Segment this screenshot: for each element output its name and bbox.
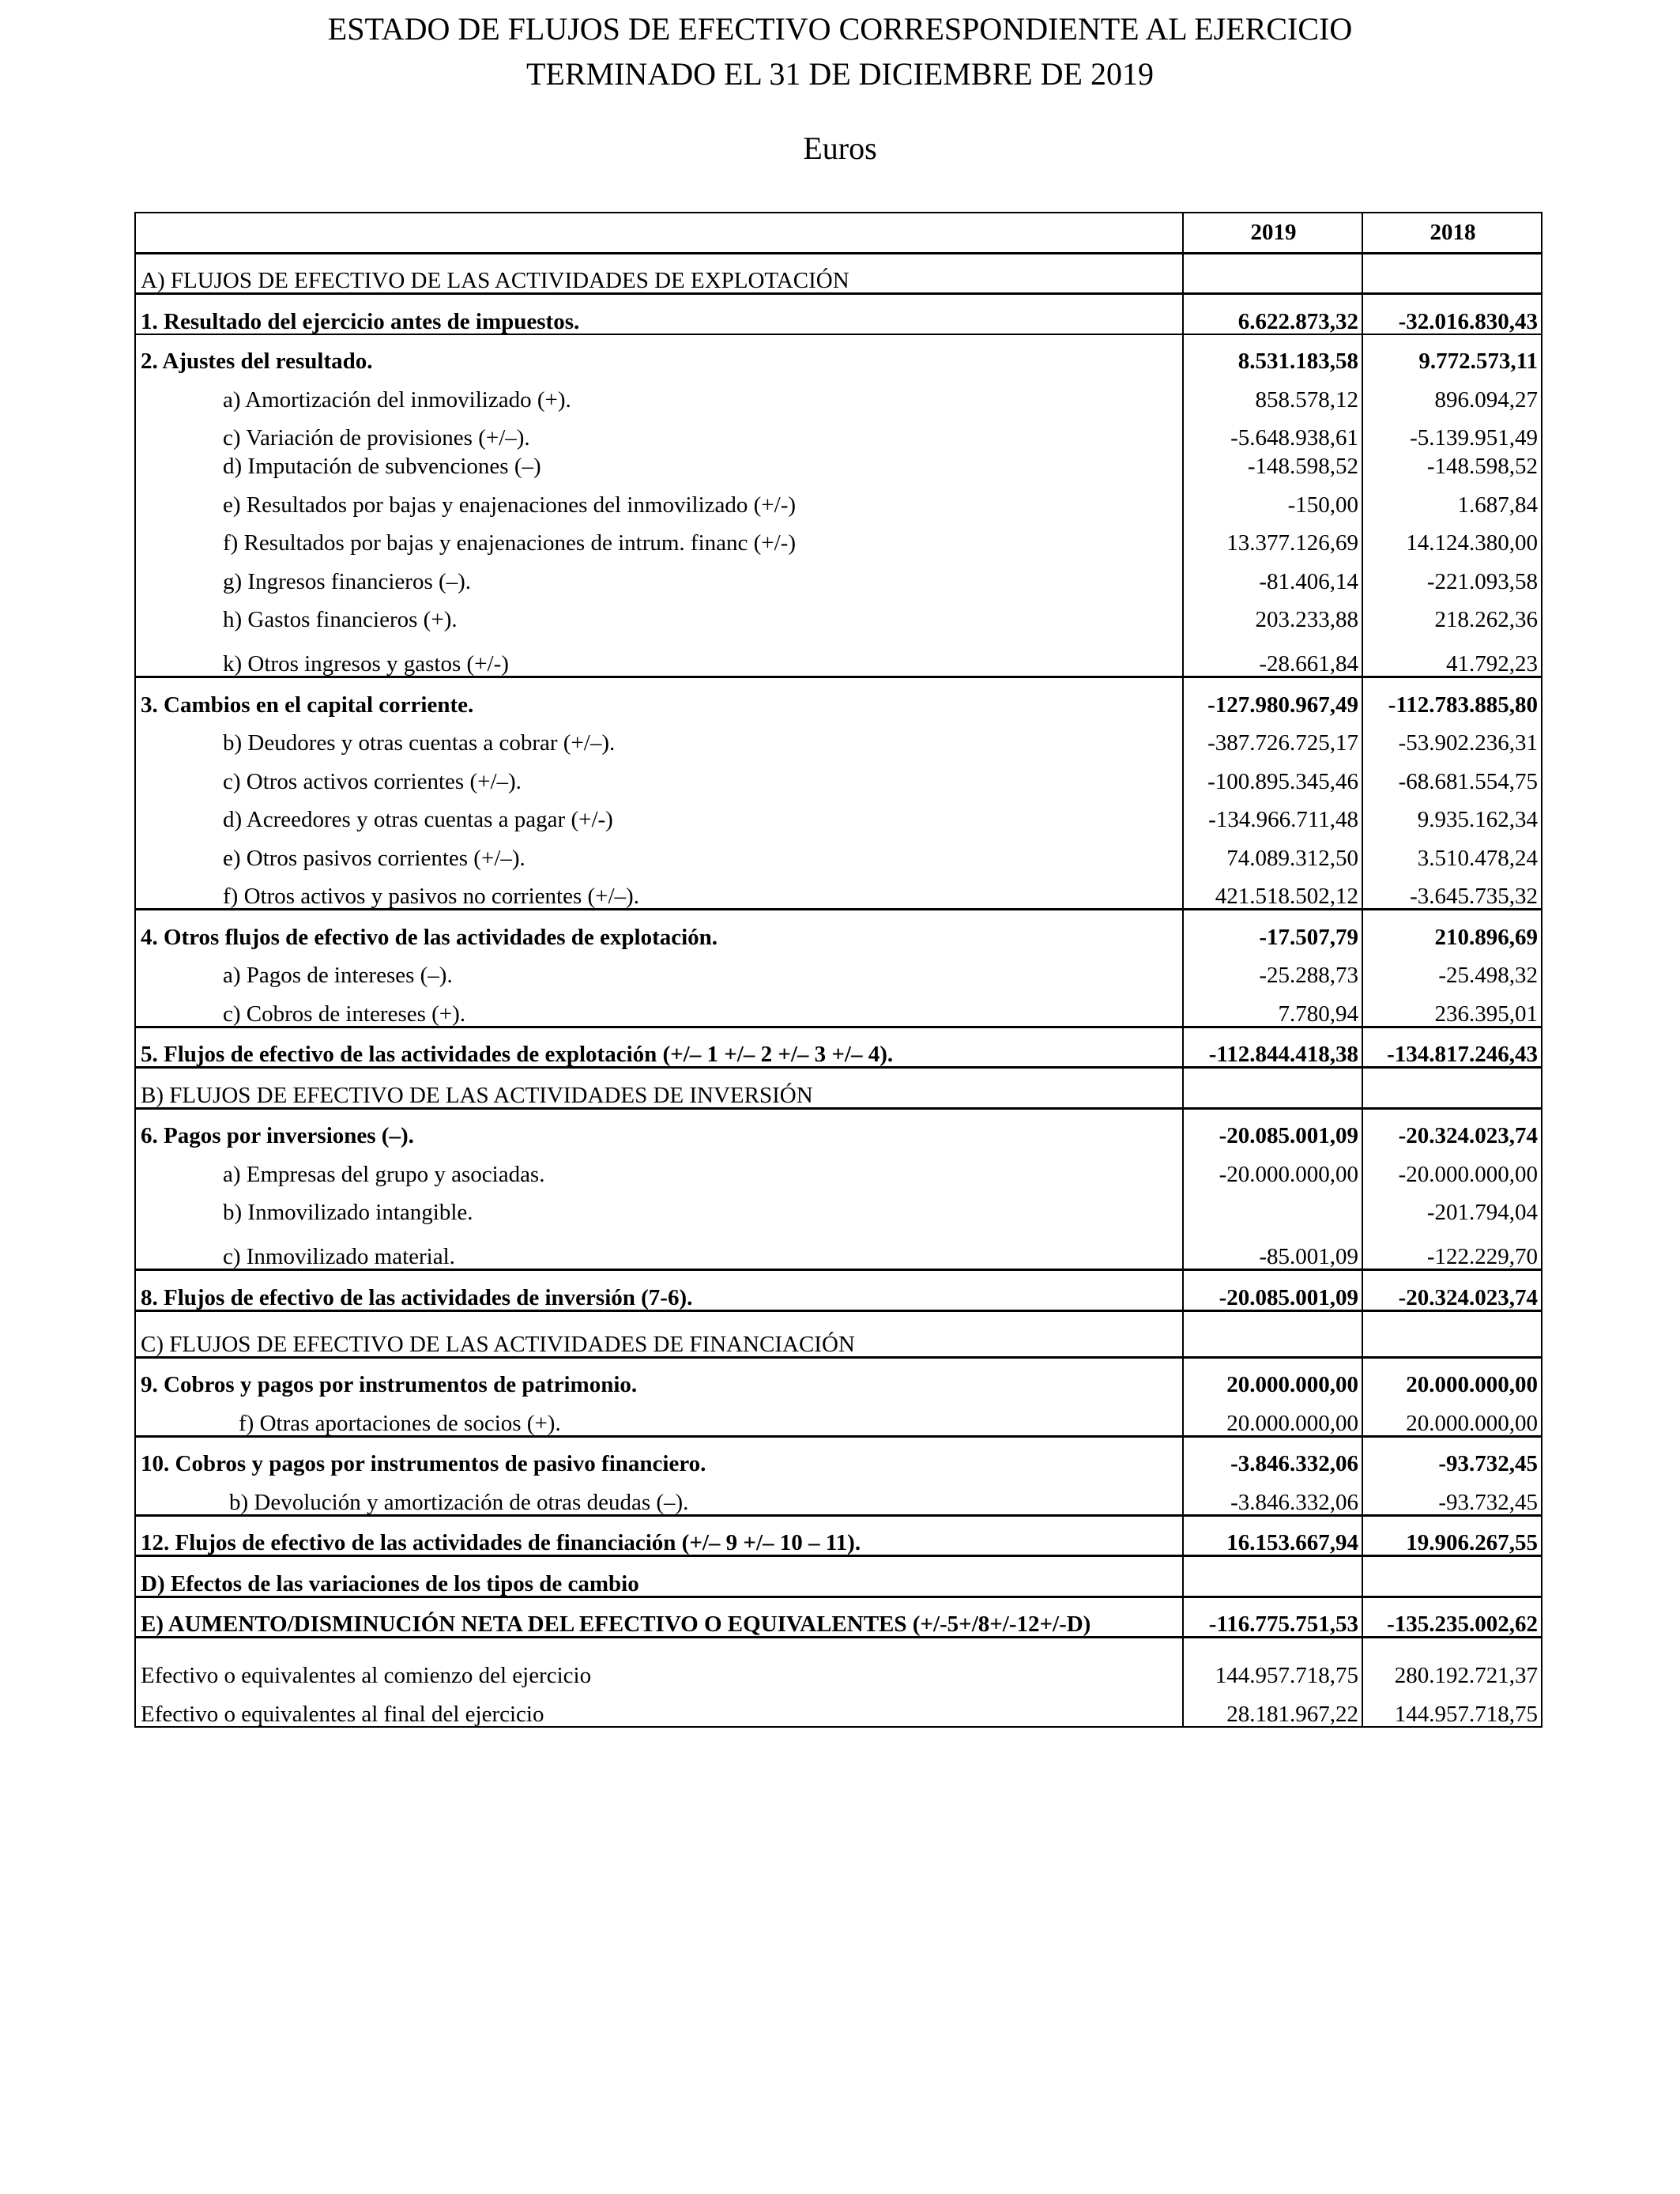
detail-row [135, 555, 1542, 594]
value-2019: 8.531.183,58 [1183, 334, 1362, 374]
detail-row [135, 1397, 1542, 1436]
detail-row [135, 755, 1542, 794]
value-2019: 13.377.126,69 [1183, 517, 1362, 556]
row-label: c) Variación de provisiones (+/–). [135, 412, 1183, 450]
value-2019: -28.661,84 [1183, 631, 1362, 677]
currency-units: Euros [803, 130, 877, 166]
row-label: e) Resultados por bajas y enajenaciones del inmovilizado (+/-) [135, 478, 1183, 517]
row-label: B) FLUJOS DE EFECTIVO DE LAS ACTIVIDADES DE INVERSIÓN [135, 1068, 1183, 1109]
value-2019: -20.085.001,09 [1183, 1108, 1362, 1148]
value-2018: -122.229,70 [1362, 1224, 1542, 1270]
row-label: a) Pagos de intereses (–). [135, 949, 1183, 988]
value-2018: 3.510.478,24 [1362, 831, 1542, 870]
value-2018: -134.817.246,43 [1362, 1027, 1542, 1068]
total-row [135, 1027, 1542, 1068]
detail-row [135, 631, 1542, 677]
value-2018: -148.598,52 [1362, 450, 1542, 478]
value-2019: -112.844.418,38 [1183, 1027, 1362, 1068]
row-label: 12. Flujos de efectivo de las actividades de financiación (+/– 9 +/– 10 – 11). [135, 1515, 1183, 1556]
header-label-cell [135, 213, 1183, 253]
value-2018: -93.732,45 [1362, 1436, 1542, 1476]
section-header-row [135, 253, 1542, 294]
row-label: f) Resultados por bajas y enajenaciones de intrum. financ (+/-) [135, 517, 1183, 556]
total-row [135, 1270, 1542, 1311]
value-2019: -100.895.345,46 [1183, 755, 1362, 794]
detail-row [135, 412, 1542, 450]
value-2018: -68.681.554,75 [1362, 755, 1542, 794]
row-label: f) Otros activos y pasivos no corrientes (+/–). [135, 870, 1183, 910]
detail-row [135, 1186, 1542, 1225]
value-2019: 28.181.967,22 [1183, 1687, 1362, 1727]
detail-row [135, 831, 1542, 870]
value-2018: 218.262,36 [1362, 594, 1542, 632]
subtotal-row [135, 334, 1542, 374]
detail-row [135, 1224, 1542, 1270]
value-2018: 896.094,27 [1362, 373, 1542, 412]
column-header-2018: 2018 [1362, 213, 1542, 253]
value-2019: 74.089.312,50 [1183, 831, 1362, 870]
row-label: 1. Resultado del ejercicio antes de impuestos. [135, 294, 1183, 334]
detail-row [135, 949, 1542, 988]
total-row [135, 1515, 1542, 1556]
value-2019: 858.578,12 [1183, 373, 1362, 412]
row-label: E) AUMENTO/DISMINUCIÓN NETA DEL EFECTIVO O EQUIVALENTES (+/-5+/8+/-12+/-D) [135, 1596, 1183, 1638]
value-2018: -20.324.023,74 [1362, 1108, 1542, 1148]
value-2018: -201.794,04 [1362, 1186, 1542, 1225]
detail-row [135, 987, 1542, 1027]
value-2019: -148.598,52 [1183, 450, 1362, 478]
subtotal-row [135, 1357, 1542, 1397]
value-2019: -20.085.001,09 [1183, 1270, 1362, 1311]
row-label: 10. Cobros y pagos por instrumentos de pasivo financiero. [135, 1436, 1183, 1476]
subtotal-row [135, 910, 1542, 949]
grand-total-row [135, 1596, 1542, 1638]
value-2018: -135.235.002,62 [1362, 1596, 1542, 1638]
row-label: c) Inmovilizado material. [135, 1224, 1183, 1270]
value-2018: 236.395,01 [1362, 987, 1542, 1027]
value-2018: 19.906.267,55 [1362, 1515, 1542, 1556]
value-2018: -32.016.830,43 [1362, 294, 1542, 334]
row-label: c) Otros activos corrientes (+/–). [135, 755, 1183, 794]
value-2018: 9.935.162,34 [1362, 794, 1542, 832]
row-label: k) Otros ingresos y gastos (+/-) [135, 631, 1183, 677]
value-2019: -5.648.938,61 [1183, 412, 1362, 450]
value-2018: 20.000.000,00 [1362, 1357, 1542, 1397]
subtotal-row [135, 1108, 1542, 1148]
value-2018: 280.192.721,37 [1362, 1638, 1542, 1688]
value-2019 [1183, 1310, 1362, 1357]
row-label: 9. Cobros y pagos por instrumentos de patrimonio. [135, 1357, 1183, 1397]
column-header-2019: 2019 [1183, 213, 1362, 253]
title-line-2: TERMINADO EL 31 DE DICIEMBRE DE 2019 [525, 56, 1154, 92]
row-label: Efectivo o equivalentes al final del ejercicio [135, 1687, 1183, 1727]
value-2019: 203.233,88 [1183, 594, 1362, 632]
value-2019 [1183, 253, 1362, 294]
value-2018: 14.124.380,00 [1362, 517, 1542, 556]
detail-row [135, 794, 1542, 832]
value-2018: 9.772.573,11 [1362, 334, 1542, 374]
value-2018: -221.093,58 [1362, 555, 1542, 594]
row-label: 3. Cambios en el capital corriente. [135, 677, 1183, 717]
value-2018 [1362, 1068, 1542, 1109]
value-2018: 41.792,23 [1362, 631, 1542, 677]
cash-flow-table [134, 212, 1543, 1728]
row-label: 6. Pagos por inversiones (–). [135, 1108, 1183, 1148]
value-2019 [1183, 1068, 1362, 1109]
value-2018: -53.902.236,31 [1362, 717, 1542, 756]
row-label: d) Acreedores y otras cuentas a pagar (+/-) [135, 794, 1183, 832]
value-2019: -127.980.967,49 [1183, 677, 1362, 717]
value-2019 [1183, 1186, 1362, 1225]
value-2018: 210.896,69 [1362, 910, 1542, 949]
value-2018 [1362, 253, 1542, 294]
value-2019: 421.518.502,12 [1183, 870, 1362, 910]
detail-row [135, 450, 1542, 478]
value-2018: -25.498,32 [1362, 949, 1542, 988]
detail-row [135, 717, 1542, 756]
row-label: c) Cobros de intereses (+). [135, 987, 1183, 1027]
row-label: A) FLUJOS DE EFECTIVO DE LAS ACTIVIDADES DE EXPLOTACIÓN [135, 253, 1183, 294]
value-2018: 144.957.718,75 [1362, 1687, 1542, 1727]
detail-row [135, 517, 1542, 556]
detail-row [135, 373, 1542, 412]
row-label: C) FLUJOS DE EFECTIVO DE LAS ACTIVIDADES DE FINANCIACIÓN [135, 1310, 1183, 1357]
value-2019: -134.966.711,48 [1183, 794, 1362, 832]
value-2019: 7.780,94 [1183, 987, 1362, 1027]
subtotal-row [135, 1436, 1542, 1476]
value-2018 [1362, 1556, 1542, 1597]
row-label: b) Inmovilizado intangible. [135, 1186, 1183, 1225]
value-2018: -20.324.023,74 [1362, 1270, 1542, 1311]
section-header-row [135, 1310, 1542, 1357]
row-label: a) Amortización del inmovilizado (+). [135, 373, 1183, 412]
row-label: d) Imputación de subvenciones (–) [135, 450, 1183, 478]
value-2018: -93.732,45 [1362, 1476, 1542, 1515]
value-2019: 6.622.873,32 [1183, 294, 1362, 334]
row-label: e) Otros pasivos corrientes (+/–). [135, 831, 1183, 870]
row-label: g) Ingresos financieros (–). [135, 555, 1183, 594]
row-label: 8. Flujos de efectivo de las actividades de inversión (7-6). [135, 1270, 1183, 1311]
value-2018 [1362, 1310, 1542, 1357]
row-label: b) Deudores y otras cuentas a cobrar (+/–). [135, 717, 1183, 756]
detail-row [135, 1476, 1542, 1515]
value-2019: 20.000.000,00 [1183, 1397, 1362, 1436]
value-2019: -150,00 [1183, 478, 1362, 517]
value-2019: -25.288,73 [1183, 949, 1362, 988]
row-label: a) Empresas del grupo y asociadas. [135, 1148, 1183, 1186]
row-label: 5. Flujos de efectivo de las actividades de explotación (+/– 1 +/– 2 +/– 3 +/– 4). [135, 1027, 1183, 1068]
detail-row [135, 870, 1542, 910]
value-2018: -3.645.735,32 [1362, 870, 1542, 910]
section-header-row [135, 1556, 1542, 1597]
title-line-1: ESTADO DE FLUJOS DE EFECTIVO CORRESPONDIENTE AL EJERCICIO [327, 11, 1353, 47]
subtotal-row [135, 677, 1542, 717]
subtotal-row [135, 294, 1542, 334]
value-2019 [1183, 1556, 1362, 1597]
value-2019: -81.406,14 [1183, 555, 1362, 594]
value-2018: -5.139.951,49 [1362, 412, 1542, 450]
document-title [0, 6, 1680, 96]
value-2019: -116.775.751,53 [1183, 1596, 1362, 1638]
value-2019: -20.000.000,00 [1183, 1148, 1362, 1186]
value-2018: 20.000.000,00 [1362, 1397, 1542, 1436]
cash-balance-row [135, 1687, 1542, 1727]
value-2019: -17.507,79 [1183, 910, 1362, 949]
value-2018: -112.783.885,80 [1362, 677, 1542, 717]
value-2019: -3.846.332,06 [1183, 1476, 1362, 1515]
row-label: Efectivo o equivalentes al comienzo del ejercicio [135, 1638, 1183, 1688]
row-label: 4. Otros flujos de efectivo de las actividades de explotación. [135, 910, 1183, 949]
section-header-row [135, 1068, 1542, 1109]
value-2019: 144.957.718,75 [1183, 1638, 1362, 1688]
detail-row [135, 1148, 1542, 1186]
row-label: h) Gastos financieros (+). [135, 594, 1183, 632]
value-2018: -20.000.000,00 [1362, 1148, 1542, 1186]
value-2019: 20.000.000,00 [1183, 1357, 1362, 1397]
row-label: D) Efectos de las variaciones de los tipos de cambio [135, 1556, 1183, 1597]
detail-row [135, 594, 1542, 632]
value-2019: 16.153.667,94 [1183, 1515, 1362, 1556]
row-label: b) Devolución y amortización de otras deudas (–). [135, 1476, 1183, 1515]
value-2019: -387.726.725,17 [1183, 717, 1362, 756]
row-label: 2. Ajustes del resultado. [135, 334, 1183, 374]
value-2019: -3.846.332,06 [1183, 1436, 1362, 1476]
detail-row [135, 478, 1542, 517]
value-2018: 1.687,84 [1362, 478, 1542, 517]
cash-balance-row [135, 1638, 1542, 1688]
row-label: f) Otras aportaciones de socios (+). [135, 1397, 1183, 1436]
table-header-row [135, 213, 1542, 253]
value-2019: -85.001,09 [1183, 1224, 1362, 1270]
